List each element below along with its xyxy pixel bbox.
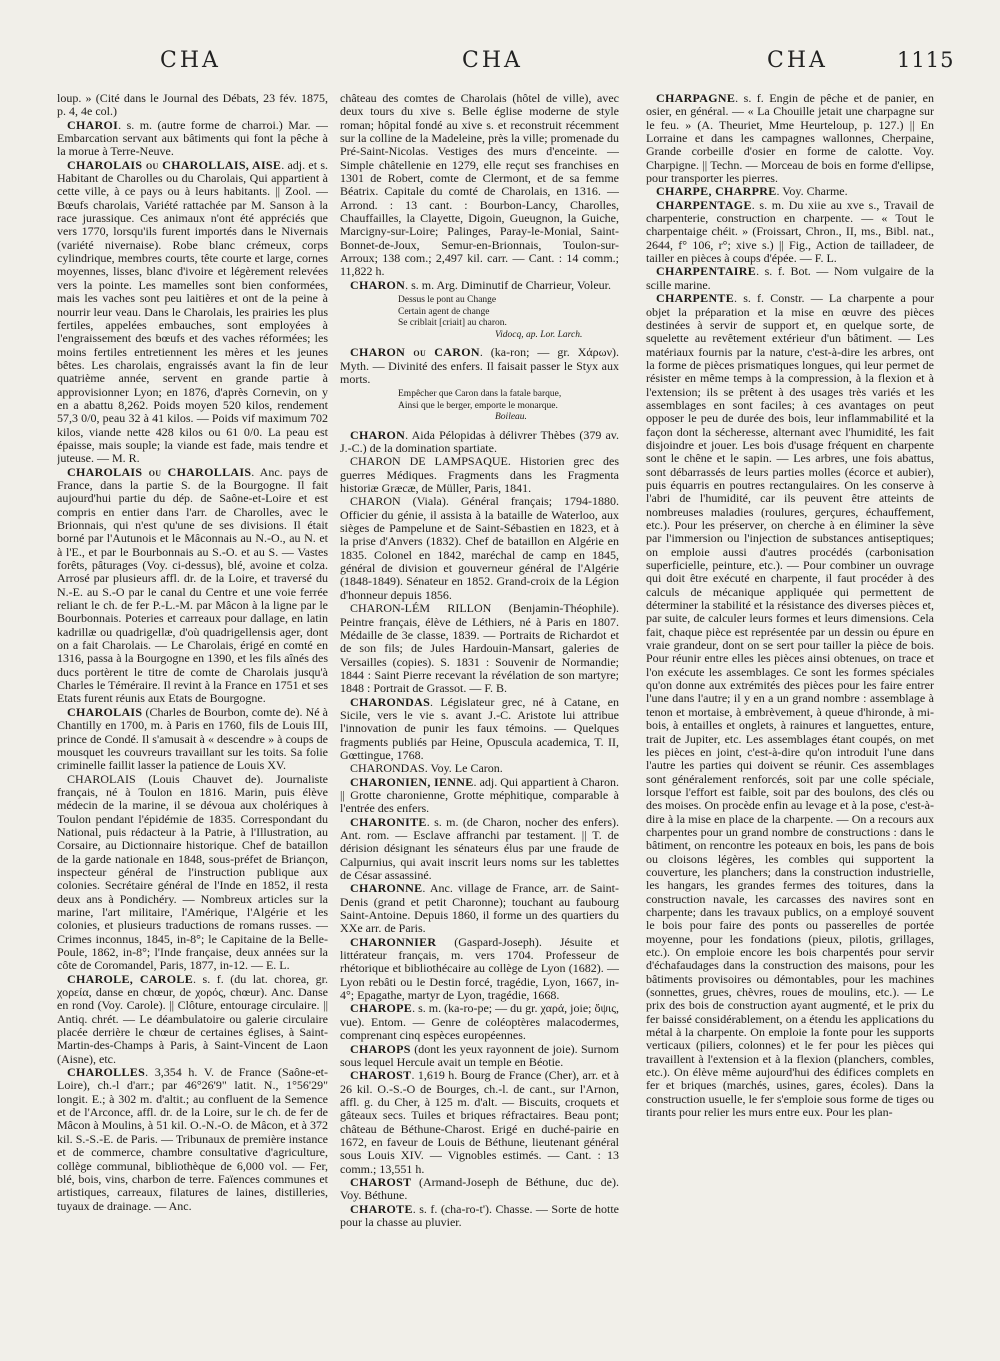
entry-text: . adj. et s. Habitant de Charolles ou du Charolais, Qui appartient à cette ville, à ce pays ou à leurs habitants. || Zool. — Bœufs charolais, Variété rattachée par M. Sanson à la race jurassique. Ces animaux n'ont été appréciés que vers 1770, lorsqu'ils furent importés dans le Nivernais (variété nivernaise). Robe blanc crémeux, corps cylindrique, membres courts, tête courte et large, cornes moyennes, lisses, blanc d'ivoire et légèrement relevées vers la pointe. Les mamelles sont bien conformées, mais les vaches sont peu laitières et ont de la peine à nourrir leur veau. Dans le Charolais, les prairies les plus fertiles, appelées embauches, sont employées à l'engraissement des bœufs et des vaches réformées; les moins fertiles entretiennent les mères et les jeunes bêtes. Les charolais, engraissés avant la fin de leur quatrième année, servent en grande partie à approvisionner Lyon; en 1876, d'après Cornevin, on y en a abattu 8,262. Poids moyen 520 kilos, rendement 57,3 0/0, peau 32 à 41 kilos. — Poids vif maximum 702 kilos, viande nette 428 kilos ou 61 0/0. La peau est épaisse, mais souple; la viande est fade, mais tendre et juteuse. — M. R. (57, 157, 328, 466)
entry-text: . Voy. Charme. (776, 184, 848, 199)
entry-headword: CHAROLAIS ou CHAROLLAIS, AISE (67, 157, 282, 172)
page-number: 1115 (897, 48, 955, 72)
entry-headword: CHARPE, CHARPRE (656, 184, 777, 199)
dictionary-entry (646, 185, 934, 198)
entry-headword: CHAROPS (350, 1041, 411, 1056)
verse-line: Se criblait [criait] au charon. (398, 318, 507, 329)
running-head-right: CHA (767, 48, 828, 73)
text-column-left (57, 92, 328, 1352)
dictionary-entry (57, 159, 328, 466)
entry-headword: CHAROLLES (67, 1065, 146, 1080)
entry-text: . Voy. Le Caron. (424, 761, 503, 776)
dictionary-entry (646, 292, 934, 1119)
verse-quotation (340, 295, 619, 341)
entry-headword: CHARONIEN, IENNE (350, 774, 474, 789)
entry-text: . s. m. (ka-ro-pe; — du gr. χαρά, joie; ὄψις, vue). Entom. — Genre de coléoptères malacodermes, comprenant cinq espèces européennes. (340, 1001, 619, 1043)
entry-text: . s. f. (cha-ro-t'). Chasse. — Sorte de hotte pour la chasse au pluvier. (340, 1201, 619, 1229)
entry-text: . s. m. (de Charon, nocher des enfers). Ant. rom. — Esclave affranchi par testament. || T. de dérision désignant les sénateurs élus par une fraude de Calpurnius, qui avait inscrit leurs noms sur les tablettes de César assassiné. (340, 814, 619, 883)
entry-text: (Viala). Général français; 1794-1880. Officier du génie, il assista à la bataille de Waterloo, aux sièges de Pampelune et de Saint-Sébastien en 1823, et à la prise d'Anvers (1832). Chef de bataillon en Algérie en 1835. Colonel en 1842, maréchal de camp en 1845, général de division et gouverneur général de l'Algérie (1848-1849). Sénateur en 1852. Grand-croix de la Légion d'honneur depuis 1856. (340, 494, 619, 602)
entry-text: loup. » (Cité dans le Journal des Débats, 23 fév. 1875, p. 4, 4e col.) (57, 92, 328, 119)
dictionary-entry (646, 265, 934, 292)
entry-text: . adj. Qui appartient à Charon. || Grotte charonienne, Grotte méphitique, comparable à l'entrée des enfers. (340, 774, 619, 816)
dictionary-entry (340, 1002, 619, 1042)
entry-text: . s. m. (autre forme de charroi.) Mar. — Embarcation servant aux bâtiments qui font la pêche à la morue à Terre-Neuve. (57, 117, 328, 159)
dictionary-entry (340, 602, 619, 695)
entry-text: (Charles de Bourbon, comte de). Né à Chantilly en 1700, m. à Paris en 1760, fils de Louis III, prince de Condé. Il s'amusait à « descendre » à coups de mousquet les couvreurs travaillant sur les toits. Sa folie criminelle faillit lasser la patience de Louis XV. (57, 704, 328, 773)
entry-headword: CHARPENTAGE (656, 197, 752, 212)
verse-quotation (340, 389, 619, 424)
entry-headword: CHARON ou CARON (350, 345, 480, 360)
entry-text: . s. f. Constr. — La charpente a pour objet la préparation et la mise en œuvre des pièces destinées à servir de support et, en quelque sorte, de squelette au revêtement extérieur d'un bâtiment. — Les matériaux fournis par la nature, c'est-à-dire les arbres, ont la forme de pièces prismatiques longues, qui leur permet de résister en même temps à la compression, à la flexion et à l'extension; ils se prêtent à des usages très variés et les assemblages en sont faciles; à ces avantages on peut opposer le peu de durée des bois, leur inflammabilité et la façon dont la sécheresse, alternant avec l'humidité, les fait disjoindre et jouer. Les bois d'usage fréquent en charpente sont le chêne et le sapin. — Les arbres, une fois abattus, sont débarrassés de leurs parties molles (écorce et aubier), puis équarris en poutres rectangulaires. On les conserve à l'abri de l'humidité, car ils peuvent être atteints de nombreuses maladies (roulures, gerçures, échauffement, etc.). Pour les préserver, on cherche à en éliminer la sève par l'immersion ou l'injection de substances antiseptiques; on emploie aussi d'autres procédés (carbonisation superficielle, peinture, etc.). — Pour combiner un ouvrage qui doit être exécuté en charpente, il faut procéder à des calculs de mécanique appliquée qui permettent de déterminer la stabilité et la résistance des diverses pièces et, par suite, de calculer leurs formes et leurs dimensions. Cela fait, chaque pièce est représentée par un dessin ou épure en vraie grandeur, dont on se sert pour tailler la pièce de bois. Pour réunir entre elles les pièces ainsi obtenues, on trace et l'on exécute les assemblages. Ce sont les formes spéciales qu'on donne aux extrémités des pièces pour les faire entrer l'une dans l'autre; il y en a un grand nombre : assemblage à tenon et mortaise, à embrèvement, à queue d'hironde, à mi-bois, à entailles et onglets, à rainures et languettes, enture, trait de Jupiter, etc. Les assemblages étant coupés, on met les pièces en joint, c'est-à-dire qu'on introduit l'une dans l'autre les parties qui doivent se réunir. Ces assemblages sont généralement renforcés, soit par une colle spéciale, lorsque l'effort est faible, soit par des boulons, des clés ou des moises. On procède enfin au levage et à la pose, c'est-à-dire à la mise en place de la charpente. — On a recours aux charpentes pour un grand nombre de constructions : dans le bâtiment, on rencontre les poteaux en bois, les pans de bois ou cloisons légères, les combles qui supportent la couverture, les planchers; dans la construction industrielle, les hangars, les grandes fermes des toitures, dans la construction navale, les carcasses des navires sont en charpente; dans les travaux publics, on a employé souvent le bois pour faire des ponts ou passerelles de portée moyenne, pour les fondations (pieux, pilotis, grillages, etc.). On emploie encore les bois charpentés pour servir d'échafaudages dans la construction des maisons, pour les bâtiments provisoires ou démontables, pour les machines (sonnettes, grues, chèvres, roues de moulins, etc.). — Le prix des bois de construction ayant augmenté, et le prix du fer baissé considérablement, on a étendu les applications du métal à la charpente. On emploie la fonte pour les supports verticaux (piliers, colonnes) et le fer pour les pièces qui travaillent à l'extension et à la flexion (planchers, combles, etc.). On élève même aujourd'hui des édifices complets en fer et briques (marchés, usines, gares, écoles). Dans la construction usuelle, le fer s'emploie sous forme de tiges ou tirants pour relier les murs entre eux. Pour les plan- (646, 291, 934, 1120)
entry-text: (Louis Chauvet de). Journaliste français, né à Toulon en 1816. Marin, puis élève médecin de la marine, il se dévoua aux cholériques à Toulon pendant l'épidémie de 1835. Correspondant du National, puis rédacteur à la Patrie, à l'Illustration, au Corsaire, au Dictionnaire historique. Chef de bataillon de la garde nationale en 1848, sous-préfet de Briançon, inspecteur général de l'instruction publique aux colonies. Secrétaire général de l'Inde en 1852, il resta deux ans à Pondichéry. — Nombreux articles sur la marine, l'art militaire, l'Amérique, l'Algérie et les colonies, et plusieurs traductions de romans russes. — Crimes inconnus, 1845, in-8°; le Capitaine de la Belle-Poule, 1862, in-8°; l'Inde française, deux années sur la côte de Coromandel, Paris, 1877, in-12. — E. L. (57, 771, 328, 973)
text-column-middle (340, 92, 619, 1352)
entry-text: . s. f. (du lat. chorea, gr. χορεία, danse en chœur, de χορός, chœur). Anc. Danse en rond (Voy. Carole). || Clôture, entourage circulaire. || Antiq. chrét. — Le déambulatoire ou galerie circulaire placée derrière le chœur de certaines églises, à Saint-Martin-des-Champs à Paris, à Saint-Vincent de Laon (Aisne), etc. (57, 971, 328, 1066)
dictionary-entry (57, 466, 328, 706)
entry-text: (Armand-Joseph de Béthune, duc de). Voy. Béthune. (340, 1174, 619, 1203)
entry-text: . 3,354 h. V. de France (Saône-et-Loire), ch.-l d'arr.; par 46°26'9" latit. N., 1°56'29" longit. E.; à 302 m. d'altit.; au confluent de la Semence et de l'Arconce, affl. dr. de la Loire, sur le ch. de fer de Mâcon à Moulins, à 51 kil. O.-N.-O. de Mâcon, et à 372 kil. S.-S.-E. de Paris. — Tribunaux de première instance et de commerce, chambre consultative d'agriculture, collège communal, bibliothèque de 6,000 vol. — Fer, blé, bois, vins, charbon de terre. Faïences communes et artistiques, carreaux, filatures de laines, distilleries, tuyaux de drainage. — Anc. (57, 1065, 328, 1213)
entry-text: . s. f. Bot. — Nom vulgaire de la scille marine. (646, 264, 934, 292)
entry-name: CHARON DE LAMPSAQUE (350, 454, 508, 469)
entry-headword: CHARON (350, 427, 406, 442)
entry-headword: CHARONITE (350, 814, 427, 829)
entry-name: CHARONDAS (350, 761, 425, 776)
dictionary-entry (340, 1069, 619, 1176)
entry-headword: CHAROLAIS (67, 704, 143, 719)
dictionary-entry (340, 455, 619, 495)
dictionary-entry (340, 1043, 619, 1070)
verse-line: Empêcher que Caron dans la fatale barque, (398, 389, 562, 400)
entry-text: . (ka-ron; — gr. Χάρων). Myth. — Divinité des enfers. Il faisait passer le Styx aux morts. (340, 345, 619, 386)
entry-headword: CHAROTE (350, 1201, 413, 1216)
entry-text: . Aida Pélopidas à délivrer Thèbes (379 av. J.-C.) de la domination spartiate. (340, 427, 619, 456)
dictionary-entry (646, 92, 934, 185)
verse-source: Boileau. (495, 412, 527, 423)
dictionary-entry (340, 762, 619, 775)
entry-text: . 1,619 h. Bourg de France (Cher), arr. et à 26 kil. O.-S.-O de Bourges, ch.-l. de cant., sur l'Arnon, affl. g. du Cher, à 125 m. d'alt. — Biscuits, croquets et gâteaux secs. Tuiles et briques réfractaires. Beau pont; château de Béthune-Charost. Erigé en duché-pairie en 1672, en faveur de Louis de Béthune, lieutenant général sous Louis XIV. — Vignobles estimés. — Cant. : 13 comm.; 13,551 h. (340, 1068, 619, 1176)
dictionary-entry (57, 92, 328, 119)
entry-headword: CHARPAGNE (656, 92, 736, 105)
dictionary-entry (340, 279, 619, 292)
entry-text: château des comtes de Charolais (hôtel de ville), avec deux tours du xive s. Belle église moderne de style roman; hôpital fondé au xive s. et reconstruit récemment sur la colline de la Madeleine, près la ville; promenade du Pré-Saint-Nicolas. Vestiges des murs d'enceinte. — Simple châtellenie en 1279, elle reçut ses franchises en 1301 de Robert, comte de Clermont, et de sa femme Béatrix. Capitale du comté de Charolais, en 1316. — Arrond. : 13 cant. : Bourbon-Lancy, Charolles, Chauffailles, la Clayette, Digoin, Gueugnon, la Guiche, Marcigny-sur-Loire; Palinges, Paray-le-Monial, Saint-Bonnet-de-Joux, Semur-en-Brionnais, Toulon-sur-Arroux; 138 com.; 2,497 kil. carr. — Cant. : 14 comm.; 11,822 h. (340, 92, 619, 279)
entry-headword: CHARONNE (350, 881, 423, 896)
entry-name: CHARON-LÉM RILLON (350, 601, 492, 616)
verse-line: Dessus le pont au Change (398, 295, 497, 306)
entry-text: . Anc. pays de France, dans la partie S. de la Bourgogne. Il fait aujourd'hui partie du dép. de Saône-et-Loire et est compris en entier dans l'arr. de Charolles, avec le Brionnais, qui n'est qu'une de ses divisions. Il était borné par l'Autunois et le Mâconnais au N.-O., au N. et à l'E., et par le Bourbonnais au S.-O. et au S. — Vastes forêts, pâturages (Voy. ci-dessus), blé, avoine et colza. Arrosé par plusieurs affl. dr. de la Loire, et traversé du N.-E. au S.-O par le canal du Centre et une voie ferrée reliant le ch. de fer P.-L.-M. par Mâcon à la ligne par le Bourbonnais. Poteries et carreaux pour dallage, en latin kadrillæ ou quadrigellæ, d'où quadrigellensis ager, dont on a fait Charolais. — Le Charolais, érigé en comté en 1316, passa à la Bourgogne en 1390, et les fils aînés des ducs portèrent le titre de comte de Charolais jusqu'à Charles le Téméraire. Il revint à la France en 1751 et ses Etats furent réunis aux Etats de Bourgogne. (57, 464, 328, 706)
dictionary-entry (646, 199, 934, 266)
entry-headword: CHARON (350, 277, 406, 292)
entry-text: (Gaspard-Joseph). Jésuite et littérateur français, m. vers 1704. Professeur de rhétorique et bibliothécaire au collège de Lyon (1682). — Lyon rebâti ou le Destin forcé, tragédie, Lyon, 1667, in-4°; Epagathe, martyr de Lyon, tragédie, 1668. (340, 934, 619, 1003)
entry-text: . s. f. Engin de pêche et de panier, en osier, en général. — « La Chouille jetait une charpagne sur le feu. » (A. Theuriet, Mme Heurteloup, p. 127.) || En Lorraine et dans les campagnes wallonnes, Cherpaine, Grande corbeille d'osier en forme de calotte. Voy. Charpigne. || Techn. — Morceau de bois en forme d'ellipse, pour transporter les pierres. (646, 92, 934, 186)
dictionary-entry (57, 706, 328, 773)
entry-headword: CHAROST (350, 1068, 412, 1083)
dictionary-entry (340, 936, 619, 1003)
entry-headword: CHARONNIER (350, 934, 437, 949)
entry-text: . Législateur grec, né à Catane, en Sicile, vers le vie s. avant J.-C. Aristote lui attribue l'innovation de punir les faux témoins. — Quelques fragments publiés par Heine, Opuscula academica, T. II, Gœttingue, 1768. (340, 694, 619, 762)
entry-text: . s. m. Arg. Diminutif de Charrieur, Voleur. (405, 277, 611, 292)
dictionary-entry (340, 429, 619, 456)
dictionary-entry (340, 816, 619, 883)
entry-text: (Benjamin-Théophile). Peintre français, élève de Léthiers, né à Paris en 1807. Médaille de 3e classe, 1839. — Portraits de Richardot et de son fils; de Jules Hardouin-Mansart, galeries de Versailles (copies). S. 1831 : Souvenir de Normandie; 1844 : Saint Pierre recevant la révélation de son martyre; 1848 : Portrait de Grassot. — F. B. (340, 601, 619, 696)
dictionary-entry (340, 696, 619, 763)
dictionary-entry (340, 1203, 619, 1230)
dictionary-entry (57, 973, 328, 1066)
verse-line: Certain agent de change (398, 306, 490, 317)
dictionary-entry (340, 882, 619, 935)
entry-headword: CHAROLE, CAROLE (67, 971, 194, 986)
dictionary-entry (57, 1066, 328, 1213)
dictionary-entry (340, 1176, 619, 1203)
running-head-center: CHA (462, 48, 523, 73)
verse-line: Ainsi que le berger, emporte le monarque. (398, 400, 558, 411)
entry-text: . s. m. Du xiie au xve s., Travail de charpenterie, construction en charpente. — « Tout le charpentaige chéit. » (Froissart, Chron., II, ms., Bibl. nat., 2644, f° 106, r°; xive s.) || Fig., Action de tailladeer, de tailler en pièces à coups d'épée. — F. L. (646, 197, 934, 266)
entry-headword: CHARPENTE (656, 291, 735, 306)
dictionary-entry (57, 773, 328, 973)
entry-headword: CHAROI (67, 117, 119, 132)
entry-text: . Anc. village de France, arr. de Saint-Denis (grand et petit Charonne); touchant au faubourg Saint-Antoine. Depuis 1860, il forme un des quartiers du XXe arr. de Paris. (340, 881, 619, 936)
entry-name: CHARON (350, 494, 401, 509)
dictionary-entry (57, 119, 328, 159)
entry-headword: CHARPENTAIRE (656, 264, 757, 279)
dictionary-entry (340, 776, 619, 816)
dictionary-entry (340, 495, 619, 602)
entry-headword: CHAROLAIS ou CHAROLLAIS (67, 464, 252, 479)
entry-headword: CHARONDAS (350, 694, 431, 709)
entry-headword: CHAROST (350, 1174, 412, 1189)
page-header (0, 48, 1000, 84)
running-head-left: CHA (160, 48, 221, 73)
entry-name: CHAROLAIS (67, 771, 136, 786)
dictionary-entry (340, 92, 619, 279)
dictionary-entry (340, 346, 619, 386)
entry-headword: CHAROPE (350, 1001, 413, 1016)
text-column-right (646, 92, 934, 1352)
entry-text: (dont les yeux rayonnent de joie). Surnom sous lequel Hercule avait un temple en Béotie. (340, 1041, 619, 1069)
entry-text: . Historien grec des guerres Médiques. Fragments dans les Fragmenta historiæ Græcæ, de Müller, Paris, 1841. (340, 454, 619, 496)
verse-source: Vidocq, ap. Lor. Larch. (495, 329, 583, 340)
